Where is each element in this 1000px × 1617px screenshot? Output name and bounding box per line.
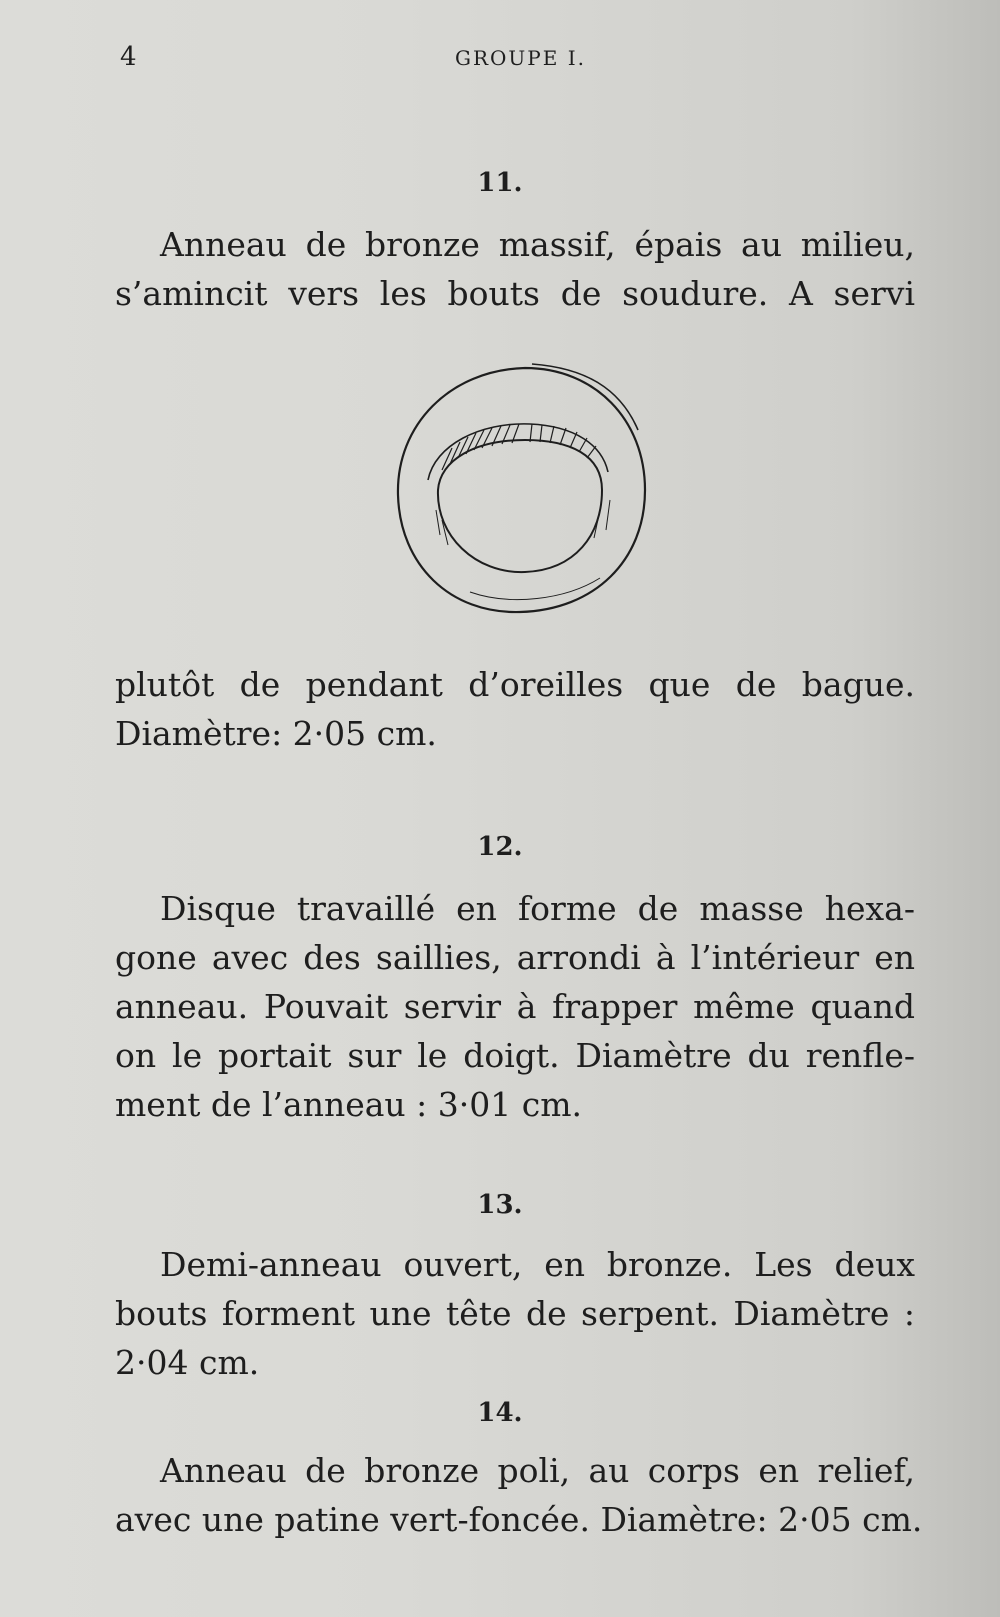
entry-12-text bbox=[115, 884, 915, 1129]
text-line: plutôt de pendant d’oreilles que de bague. bbox=[115, 665, 915, 704]
text-line-content: Disque travaillé en forme de masse hexa- bbox=[160, 889, 915, 928]
entry-number-13: 13. bbox=[477, 1190, 523, 1220]
text-line: gone avec des saillies, arrondi à l’intérieur en bbox=[115, 938, 915, 977]
text-line-content: Anneau de bronze poli, au corps en relief, bbox=[160, 1451, 915, 1490]
text-line-content: Demi-anneau ouvert, en bronze. Les deux bbox=[160, 1245, 915, 1284]
entry-11-text-part2 bbox=[115, 660, 915, 758]
text-line: 2·04 cm. bbox=[115, 1343, 260, 1382]
entry-number-12: 12. bbox=[477, 832, 523, 862]
running-head: GROUPE I. bbox=[455, 46, 586, 70]
text-line: bouts forment une tête de serpent. Diamètre : bbox=[115, 1294, 915, 1333]
text-line: Diamètre: 2·05 cm. bbox=[115, 714, 437, 753]
page-header bbox=[0, 40, 1000, 80]
entry-number-14: 14. bbox=[477, 1398, 523, 1428]
entry-number-11: 11. bbox=[477, 168, 523, 198]
entry-14-text bbox=[115, 1446, 923, 1544]
entry-11-text-part1 bbox=[115, 220, 915, 318]
text-line bbox=[115, 220, 915, 269]
text-line: ment de l’anneau : 3·01 cm. bbox=[115, 1085, 582, 1124]
text-line bbox=[115, 1240, 915, 1289]
text-line: avec une patine vert-foncée. Diamètre: 2·05 cm. bbox=[115, 1500, 923, 1539]
entry-13-text bbox=[115, 1240, 915, 1387]
text-line: s’amincit vers les bouts de soudure. A servi bbox=[115, 274, 915, 313]
text-line bbox=[115, 884, 915, 933]
bronze-ring-drawing-icon bbox=[380, 360, 670, 640]
page-number: 4 bbox=[120, 42, 137, 72]
text-line: anneau. Pouvait servir à frapper même quand bbox=[115, 987, 915, 1026]
text-line-content: Anneau de bronze massif, épais au milieu, bbox=[160, 225, 915, 264]
text-line: on le portait sur le doigt. Diamètre du renfle- bbox=[115, 1036, 915, 1075]
text-line bbox=[115, 1446, 915, 1495]
